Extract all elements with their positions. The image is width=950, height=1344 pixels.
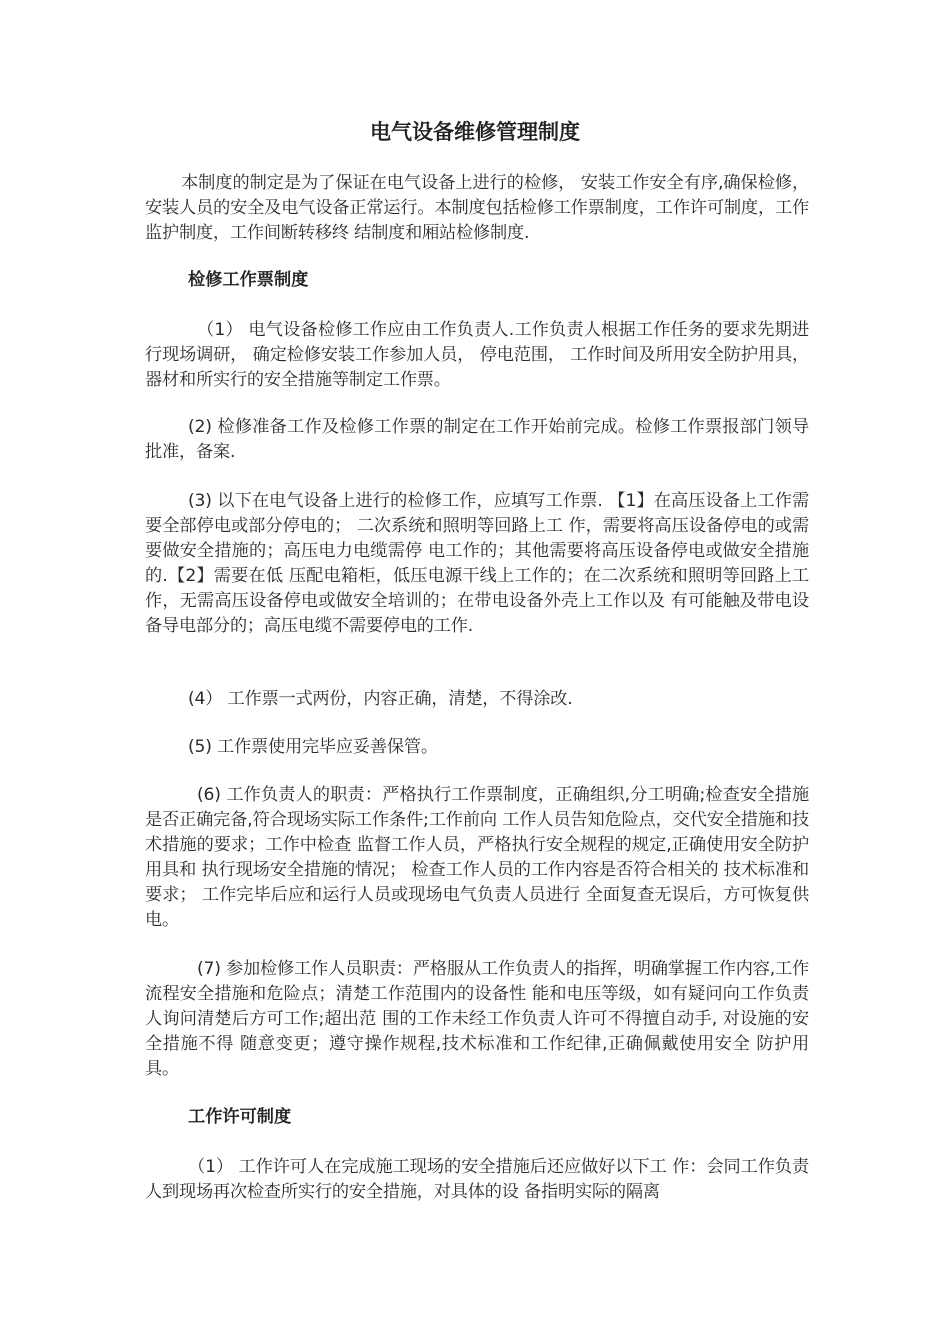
section-heading-work-ticket: 检修工作票制度 bbox=[188, 270, 309, 290]
list-item: (6) 工作负责人的职责：严格执行工作票制度，正确组织,分工明确;检查安全措施是否正确完备,符合现场实际工作条件;工作前向 工作人员告知危险点，交代安全措施和技术措施的要求；工作中检查 监督工作人员，严格执行安全规程的规定,正确使用安全防护用具和 执行现场安全措施的情况； 检查工作人员的工作内容是否符合相关的 技术标准和要求； 工作完毕后应和运行人员或现场电气负责人员进行 全面复查无误后，方可恢复供电。 bbox=[145, 785, 809, 930]
section-heading-work-permit: 工作许可制度 bbox=[188, 1107, 292, 1127]
list-item: (2) 检修准备工作及检修工作票的制定在工作开始前完成。检修工作票报部门领导批准，备案. bbox=[145, 417, 809, 462]
list-item: (4） 工作票一式两份，内容正确，清楚，不得涂改. bbox=[188, 689, 573, 709]
list-item: (3) 以下在电气设备上进行的检修工作，应填写工作票. 【1】在高压设备上工作需要全部停电或部分停电的； 二次系统和照明等回路上工 作，需要将高压设备停电的或需要做安全措施的；高压电力电缆需停 电工作的；其他需要将高压设备停电或做安全措施的.【2】需要在低 压配电箱柜，低压电源干线上工作的；在二次系统和照明等回路上工 作，无需高压设备停电或做安全培训的；在带电设备外壳上工作以及 有可能触及带电设备导电部分的；高压电缆不需要停电的工作. bbox=[145, 491, 809, 636]
list-item: （1） 工作许可人在完成施工现场的安全措施后还应做好以下工 作：会同工作负责人到现场再次检查所实行的安全措施，对具体的设 备指明实际的隔离 bbox=[145, 1157, 809, 1202]
list-item: (7) 参加检修工作人员职责：严格服从工作负责人的指挥，明确掌握工作内容,工作流程安全措施和危险点；清楚工作范围内的设备性 能和电压等级，如有疑问向工作负责人询问清楚后方可工作;超出范 围的工作未经工作负责人许可不得擅自动手, 对设施的安全措施不得 随意变更；遵守操作规程,技术标准和工作纪律,正确佩戴使用安全 防护用具。 bbox=[145, 959, 809, 1079]
list-item: （1） 电气设备检修工作应由工作负责人.工作负责人根据工作任务的要求先期进行现场调研， 确定检修安装工作参加人员， 停电范围， 工作时间及所用安全防护用具， 器材和所实行的安全措施等制定工作票。 bbox=[145, 320, 809, 390]
list-item: (5) 工作票使用完毕应妥善保管。 bbox=[188, 737, 438, 757]
intro-paragraph: 本制度的制定是为了保证在电气设备上进行的检修， 安装工作安全有序,确保检修，安装人员的安全及电气设备正常运行。本制度包括检修工作票制度，工作许可制度，工作监护制度，工作间断转移终 结制度和厢站检修制度. bbox=[145, 173, 809, 243]
document-title: 电气设备维修管理制度 bbox=[370, 120, 580, 144]
